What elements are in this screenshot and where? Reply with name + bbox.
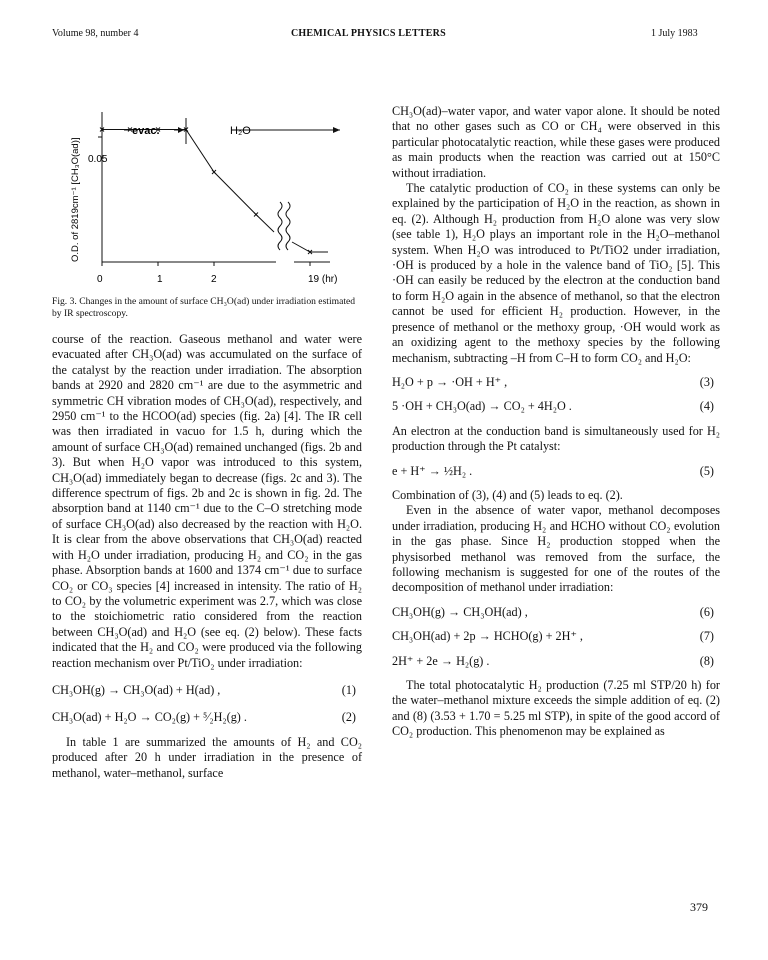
volume-label: Volume 98, number 4 — [52, 28, 139, 39]
left-paragraph-2: In table 1 are summarized the amounts of H₂ and CO₂ produced after 20 h under irradiation in the presence of methanol, water–methanol, surface — [52, 734, 362, 780]
equation-8 — [392, 654, 720, 669]
data-point — [254, 213, 258, 217]
issue-date: 1 July 1983 — [651, 28, 698, 39]
equation-8-body: 2H⁺ + 2e → H₂(g) . — [392, 653, 490, 668]
equation-3 — [392, 375, 720, 390]
right-paragraph-4: Combination of (3), (4) and (5) leads to eq. (2). — [392, 487, 623, 502]
equation-2 — [52, 710, 362, 725]
equation-4-body: 5 ·OH + CH₃O(ad) → CO₂ + 4H₂O . — [392, 399, 572, 414]
x-tick-label-1: 1 — [157, 274, 163, 285]
data-series-tail — [292, 242, 328, 252]
right-paragraph-6: The total photocatalytic H₂ production (7.25 ml STP/20 h) for the water–methanol mixture exceeds the simple addition of eq. (2) and (8) (3.53 + 1.70 = 5.25 ml STP), in spite of the good accord of CO₂ production. This phenomenon may be explained as — [392, 678, 720, 739]
equation-7-number: (7) — [699, 629, 714, 644]
equation-6-number: (6) — [699, 604, 714, 619]
figure-caption: Fig. 3. Changes in the amount of surface CH₃O(ad) under irradiation estimated by IR spectroscopy. — [52, 296, 356, 319]
equation-5-body: e + H⁺ → ½H₂ . — [392, 463, 473, 478]
x-tick-label-0: 0 — [97, 274, 103, 285]
equation-6-body: CH₃OH(g) → CH₃OH(ad) , — [392, 604, 528, 619]
right-paragraph-5: Even in the absence of water vapor, methanol decomposes under irradiation, producing H₂ and HCHO without CO₂ evolution in the gas phase. Since H₂ production stopped when the physisorbed methanol was removed from the surface, the following mechanism is suggested for one of the routes of the decomposition of methanol under irradiation: — [392, 503, 720, 595]
equation-7 — [392, 629, 720, 644]
equation-6 — [392, 605, 720, 620]
equation-5-number: (5) — [699, 463, 714, 478]
equation-1-body: CH₃OH(g) → CH₃O(ad) + H(ad) , — [52, 682, 221, 697]
equation-8-number: (8) — [699, 653, 714, 668]
y-axis-label: O.D. of 2819cm⁻¹ [CH₃O(ad)] — [70, 137, 81, 262]
equation-2-number: (2) — [341, 710, 356, 725]
equation-1-number: (1) — [341, 682, 356, 697]
equation-7-body: CH₃OH(ad) + 2p → HCHO(g) + 2H⁺ , — [392, 629, 583, 644]
right-column — [392, 104, 720, 740]
right-paragraph-3: An electron at the conduction band is simultaneously used for H₂ production through the Pt catalyst: — [392, 423, 720, 454]
y-tick-label: 0.05 — [88, 154, 108, 165]
equation-1 — [52, 683, 362, 698]
equation-5 — [392, 464, 720, 479]
journal-title: CHEMICAL PHYSICS LETTERS — [291, 28, 446, 39]
axis-break-mark — [286, 202, 290, 250]
figure-3-chart — [48, 92, 378, 292]
chart-marks — [100, 128, 328, 255]
left-column — [52, 332, 362, 781]
equation-3-body: H₂O + p → ·OH + H⁺ , — [392, 374, 508, 389]
h2o-label: H₂O — [230, 125, 251, 137]
page-number: 379 — [690, 900, 708, 914]
x-tick-label-2: 2 — [211, 274, 217, 285]
equation-4 — [392, 399, 720, 414]
h2o-arrow-head — [333, 127, 340, 133]
evac-label: evac. — [132, 125, 160, 137]
equation-3-number: (3) — [699, 374, 714, 389]
equation-2-body: CH₃O(ad) + H₂O → CO₂(g) + ⁵⁄₂H₂(g) . — [52, 710, 247, 725]
equation-4-number: (4) — [699, 399, 714, 414]
right-paragraph-1: CH₃O(ad)–water vapor, and water vapor alone. It should be noted that no other gases such as CO or CH₄ were observed in this particular photocatalytic reaction, while these gases were produced as main products when the reaction was carried out at 150°C without irradiation. — [392, 104, 720, 180]
data-point — [212, 170, 216, 174]
x-tick-label-3: 19 (hr) — [308, 274, 338, 285]
right-paragraph-2: The catalytic production of CO₂ in these systems can only be explained by the participation of H₂O in the reaction, as shown in eq. (2). Although H₂ production from H₂O alone was very slow (see table 1), H₂O plays an important role in the H₂O–methanol system. When H₂O was introduced to Pt/TiO2 under irradiation, ·OH is produced by a hole in the valence band of TiO₂ [5]. This ·OH can easily be reduced by the electron at the conduction band to form H₂O again in the absence of methanol, so that the electron cannot be used for efficient H₂ production. However, in the presence of methanol or the methoxy group, ·OH would work as an oxidizing agent to the methoxy species by the following mechanism, subtracting –H from C–H to form CO₂ and H₂O: — [392, 181, 720, 365]
data-series-line — [102, 130, 274, 233]
axis-break-mark — [278, 202, 282, 250]
left-paragraph-1: course of the reaction. Gaseous methanol and water were evacuated after CH₃O(ad) was accumulated on the surface of the catalyst by the reaction under irradiation. The absorption bands at 2920 and 2820 cm⁻¹ are due to the asymmetric and symmetric CH vibration modes of CH₃O(ad), respectively, and 2950 cm⁻¹ to the HCOO(ad) species (fig. 2a) [4]. The IR cell was then irradiated in vacuo for 1.5 h, during which the amount of surface CH₃O(ad) remained unchanged (figs. 2b and 3). But when H₂O vapor was introduced to this system, CH₃O(ad) immediately began to decrease (figs. 2c and 3). The difference spectrum of figs. 2b and 2c is shown in fig. 2d. The absorption band at 1140 cm⁻¹ due to the C–O stretching mode of surface CH₃O(ad) also decreased by the reaction with H₂O. It is clear from the above observations that CH₃O(ad) reacted with H₂O under irradiation, producing H₂ and CO₂ in the gas phase. Absorption bands at 1600 and 1374 cm⁻¹ due to surface CO₂ or CO₃ species [4] increased in intensity. The ratio of H₂ to CO₂ by the volumetric experiment was 2.7, which was close to the stoichiometric ratio considered from the reaction between CH₃O(ad) and H₂O (see eq. (2) below). These facts indicated that the H₂ and CO₂ were produced via the following reaction mechanism over Pt/TiO₂ under irradiation: — [52, 332, 362, 670]
